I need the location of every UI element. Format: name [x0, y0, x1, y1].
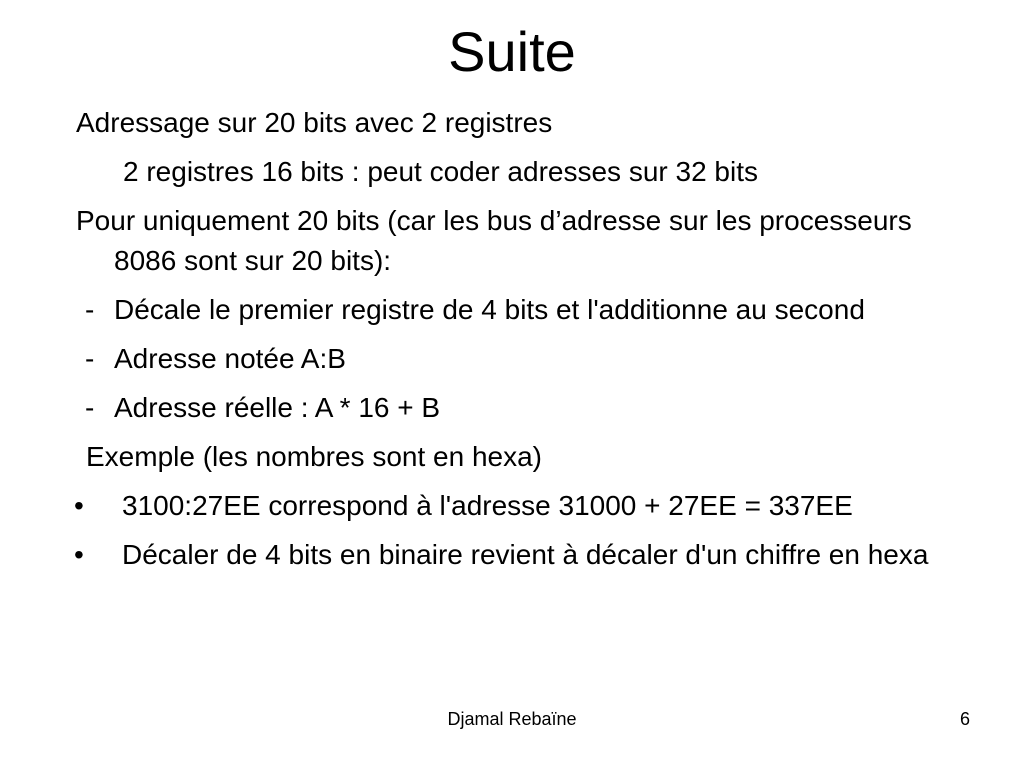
bullet-marker: •	[74, 539, 84, 570]
bullet-item-decaler-text: Décaler de 4 bits en binaire revient à décaler d'un chiffre en hexa	[122, 539, 929, 570]
page-number: 6	[959, 709, 970, 729]
dash-item-adresse-reelle-text: Adresse réelle : A * 16 + B	[114, 392, 441, 423]
slide-body	[76, 103, 956, 584]
dash-item-decale	[76, 290, 956, 330]
footer-author: Djamal Rebaïne	[447, 709, 577, 729]
dash-item-decale-text: Décale le premier registre de 4 bits et l'additionne au second	[114, 294, 865, 325]
slide-title: Suite	[448, 20, 576, 83]
dash-item-adresse-notee	[76, 339, 956, 379]
line-adressage: Adressage sur 20 bits avec 2 registres	[76, 107, 553, 138]
bullet-item-3100	[76, 486, 956, 526]
bullet-item-3100-text: 3100:27EE correspond à l'adresse 31000 + 27EE = 337EE	[122, 490, 853, 521]
dash-marker: -	[85, 343, 95, 374]
bullet-marker: •	[74, 490, 84, 521]
dash-item-adresse-reelle	[76, 388, 956, 428]
bullet-item-decaler	[76, 535, 956, 575]
dash-item-adresse-notee-text: Adresse notée A:B	[114, 343, 346, 374]
dash-marker: -	[85, 392, 95, 423]
line-exemple: Exemple (les nombres sont en hexa)	[86, 441, 542, 472]
dash-marker: -	[85, 294, 95, 325]
line-pour-uniquement: Pour uniquement 20 bits (car les bus d’adresse sur les processeurs 8086 sont sur 20 bits):	[76, 205, 912, 276]
line-registres-16-bits: 2 registres 16 bits : peut coder adresses sur 32 bits	[123, 156, 758, 187]
